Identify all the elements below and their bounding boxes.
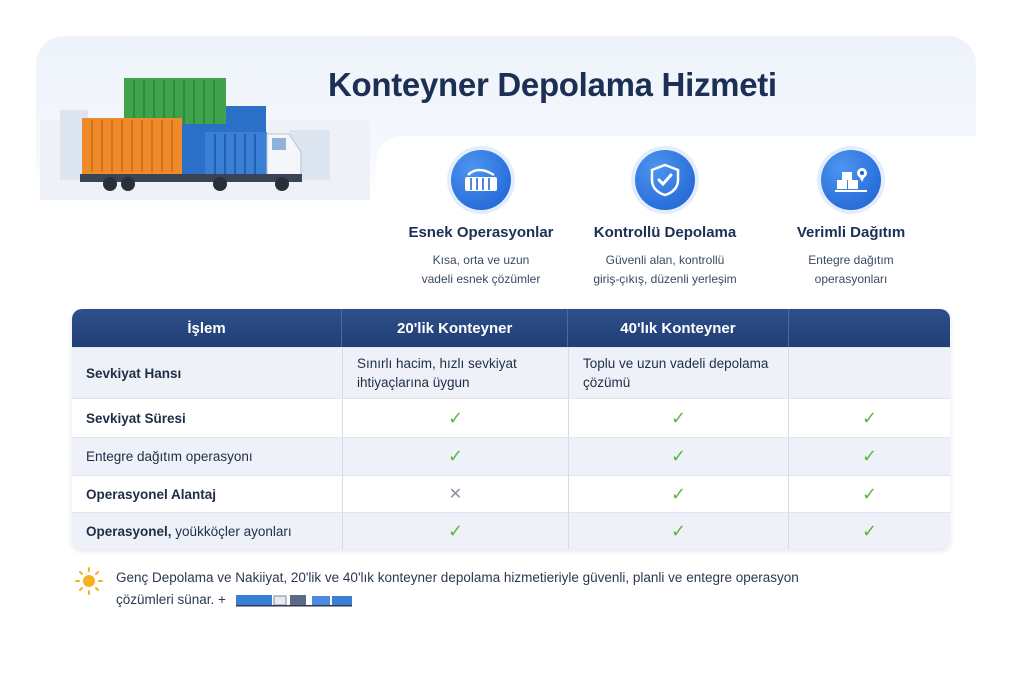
header-cell: 20'lik Konteyner [341,309,567,347]
check-icon: ✓ [788,399,950,437]
feature-description [570,251,760,289]
check-icon: ✓ [568,438,788,475]
feature-desc-line: operasyonları [814,272,888,286]
table-cell: Toplu ve uzun vadeli depolama çözümü [568,348,788,398]
header-cell: İşlem [187,319,226,337]
check-icon: ✓ [568,399,788,437]
check-icon: ✓ [788,476,950,512]
feature-desc-line: Kısa, orta ve uzun [432,253,530,267]
feature-desc-line: Güvenli alan, kontrollü [605,253,725,267]
check-icon: ✓ [342,399,568,437]
row-label: Sevkiyat Hansı [86,365,182,381]
container-icon [451,150,511,210]
row-label-rest: yoükköçler ayonları [171,523,292,539]
feature-flexible-operations [386,150,576,289]
feature-title: Kontrollü Depolama [593,224,737,241]
check-icon: ✓ [342,438,568,475]
table-header [72,309,950,347]
comparison-table [72,309,950,549]
table-row [72,475,950,512]
table-cell: Sınırlı hacim, hızlı sevkiyat ihtiyaçlarına üygun [342,348,568,398]
footer-line: Genç Depolama ve Nakiiyat, 20'lik ve 40'lık konteyner depolama hizmetieriyle güvenli, planli ve entegre operasyon [116,570,799,585]
distribution-icon [821,150,881,210]
shield-check-icon [635,150,695,210]
footer-line: çözümleri sünar. + [116,592,226,607]
table-row [72,512,950,549]
feature-title: Esnek Operasyonlar [408,224,554,241]
table-cell [788,348,950,398]
page-title: Konteyner Depolama Hizmeti [328,66,777,103]
check-icon: ✓ [342,513,568,549]
feature-description [756,251,946,289]
feature-desc-line: giriş-çıkış, düzenli yerleşim [593,272,737,286]
header-cell: 40'lık Konteyner [567,309,787,347]
row-label: Entegre dağıtım operasyonı [86,449,253,464]
cross-icon: ✕ [342,476,568,512]
check-icon: ✓ [568,513,788,549]
footer-text [116,567,936,611]
row-label: Operasyonel Alantaj [86,486,217,502]
check-icon: ✓ [788,513,950,549]
header-cell [788,309,950,347]
row-label [72,513,342,549]
feature-title: Verimli Dağıtım [796,224,906,241]
check-icon: ✓ [788,438,950,475]
row-label-bold: Operasyonel, [86,523,172,539]
table-row [72,347,950,398]
feature-efficient-distribution [756,150,946,289]
table-row [72,437,950,475]
feature-desc-line: Entegre dağıtım [808,253,894,267]
row-label: Sevkiyat Süresi [86,410,186,426]
feature-controlled-storage [570,150,760,289]
truck-illustration [40,60,370,200]
check-icon: ✓ [568,476,788,512]
footer-line-2 [116,589,936,611]
feature-description [386,251,576,289]
feature-desc-line: vadeli esnek çözümler [421,272,541,286]
table-row [72,398,950,437]
truck-strip-icon [234,592,354,608]
sun-icon [74,566,104,596]
